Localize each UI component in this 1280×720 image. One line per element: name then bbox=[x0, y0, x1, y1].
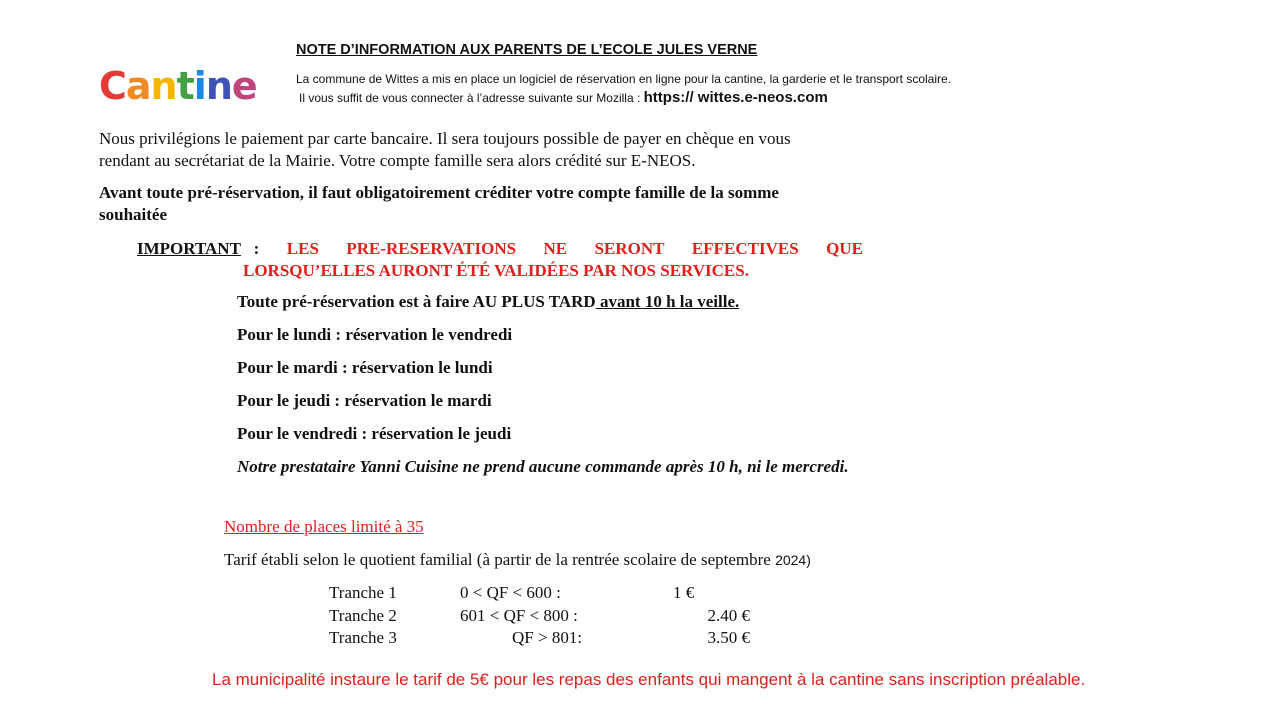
important-row bbox=[137, 238, 863, 260]
tranche-price: 2.40 € bbox=[707, 606, 750, 625]
logo-letter: t bbox=[176, 64, 194, 108]
schedule-item: Pour le vendredi : réservation le jeudi bbox=[237, 424, 512, 443]
prereq-paragraph bbox=[99, 182, 779, 226]
important-label: IMPORTANT bbox=[137, 239, 241, 258]
payment-line: rendant au secrétariat de la Mairie. Votre compte famille sera alors crédité sur E-NEOS. bbox=[99, 151, 696, 170]
payment-paragraph bbox=[99, 128, 791, 172]
payment-line: Nous privilégions le paiement par carte bancaire. Il sera toujours possible de payer en chèque en vous bbox=[99, 129, 791, 148]
places-limit: Nombre de places limité à 35 bbox=[224, 517, 424, 536]
important-label-group bbox=[137, 238, 259, 260]
logo-letter: n bbox=[205, 64, 232, 108]
prereq-line: Avant toute pré-réservation, il faut obligatoirement créditer votre compte famille de la somme bbox=[99, 183, 779, 202]
tranche-name: Tranche 3 bbox=[329, 628, 397, 647]
site-url: https:// wittes.e-neos.com bbox=[643, 89, 828, 106]
tranche-price: 1 € bbox=[673, 583, 695, 602]
important-word: EFFECTIVES bbox=[691, 239, 799, 258]
logo-letter: a bbox=[125, 64, 151, 108]
important-word: LES bbox=[286, 239, 319, 258]
header-connect-line bbox=[299, 89, 828, 106]
schedule-item: Pour le lundi : réservation le vendredi bbox=[237, 325, 513, 344]
important-colon: : bbox=[253, 239, 260, 258]
deadline-line bbox=[237, 292, 739, 312]
tranche-range: 0 < QF < 600 : bbox=[460, 583, 561, 602]
important-word: SERONT bbox=[594, 239, 665, 258]
tranche-name: Tranche 2 bbox=[329, 606, 397, 625]
cantine-logo bbox=[99, 64, 257, 108]
tranche-range: QF > 801: bbox=[512, 628, 583, 647]
tranche-price: 3.50 € bbox=[707, 628, 750, 647]
important-word: PRE-RESERVATIONS bbox=[346, 239, 517, 258]
logo-letter: n bbox=[150, 64, 177, 108]
logo-letter: i bbox=[193, 64, 206, 108]
header-intro-line: La commune de Wittes a mis en place un logiciel de réservation en ligne pour la cantine, la garderie et le transport scolaire. bbox=[296, 72, 952, 86]
important-notice bbox=[137, 238, 863, 282]
tarif-year: 2024) bbox=[775, 552, 811, 568]
tarif-intro bbox=[224, 550, 811, 570]
important-word: NE bbox=[543, 239, 568, 258]
tranche-name: Tranche 1 bbox=[329, 583, 397, 602]
late-meal-notice: La municipalité instaure le tarif de 5€ pour les repas des enfants qui mangent à la cantine sans inscription préalable. bbox=[212, 670, 1086, 689]
important-line-2: LORSQU’ELLES AURONT ÉTÉ VALIDÉES PAR NOS SERVICES. bbox=[243, 261, 749, 280]
connect-instruction: Il vous suffit de vous connecter à l’adresse suivante sur Mozilla : bbox=[299, 91, 641, 105]
deadline-time: avant 10 h la veille. bbox=[595, 292, 740, 311]
logo-letter: e bbox=[231, 64, 257, 108]
important-word: QUE bbox=[826, 239, 863, 258]
deadline-text: Toute pré-réservation est à faire AU PLUS TARD bbox=[237, 292, 596, 311]
tranche-range: 601 < QF < 800 : bbox=[460, 606, 578, 625]
schedule-item: Pour le mardi : réservation le lundi bbox=[237, 358, 493, 377]
tarif-intro-text: Tarif établi selon le quotient familial (à partir de la rentrée scolaire de septembre bbox=[224, 550, 771, 569]
schedule-item: Pour le jeudi : réservation le mardi bbox=[237, 391, 492, 410]
provider-note: Notre prestataire Yanni Cuisine ne prend aucune commande après 10 h, ni le mercredi. bbox=[237, 457, 849, 476]
page-title: NOTE D’INFORMATION AUX PARENTS DE L’ECOLE JULES VERNE bbox=[296, 42, 758, 58]
prereq-line: souhaitée bbox=[99, 205, 167, 224]
logo-letter: C bbox=[99, 64, 126, 108]
